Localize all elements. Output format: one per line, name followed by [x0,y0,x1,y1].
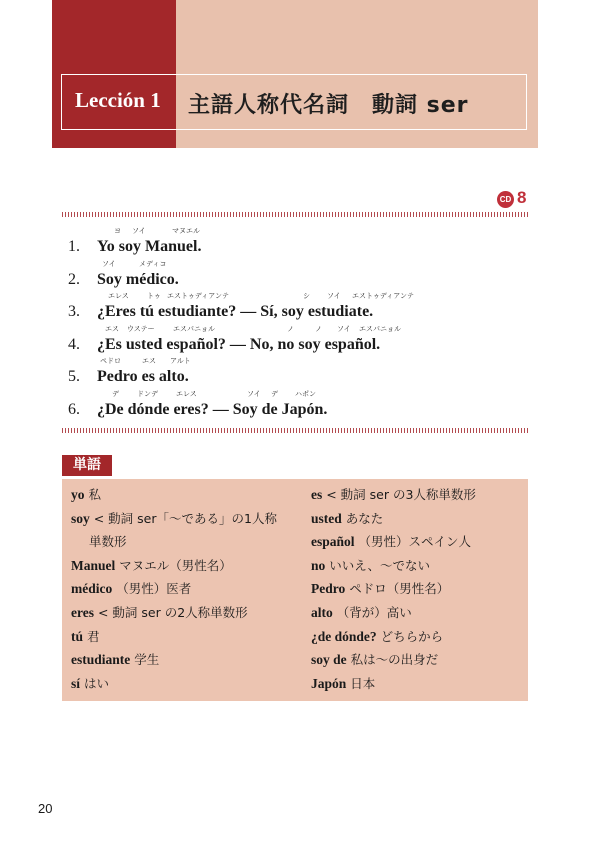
pronunciation-ruby: ソイ [247,389,261,398]
sentence-number: 6. [68,400,80,418]
vocab-meaning: 君 [83,628,100,644]
pronunciation-ruby: エレス [176,389,197,398]
vocab-entry [71,579,277,603]
sentence-text: Pedro es alto. [97,368,189,385]
vocab-meaning: 日本 [346,675,376,691]
vocab-word: español [311,534,355,550]
vocab-entry [311,603,476,627]
vocab-column-left [71,485,277,697]
pronunciation-ruby: ソイ [102,259,116,268]
vocab-entry [311,579,476,603]
sentence-text: ¿De dónde eres? — Soy de Japón. [97,400,328,418]
sentence-text: Soy médico. [97,270,179,288]
vocab-entry [71,650,277,674]
vocab-meaning: < 動詞 ser「～である」の1人称 [89,510,277,526]
vocab-meaning: いいえ、～でない [325,557,430,573]
pronunciation-ruby: デ [271,389,278,398]
pronunciation-ruby: アルト [170,357,191,365]
vocab-entry [311,650,476,674]
pronunciation-ruby: ウステー [127,324,155,333]
vocab-word: soy [71,510,90,526]
vocab-word: ¿de dónde? [311,628,377,644]
pronunciation-ruby: メディコ [139,259,167,268]
vocab-meaning: < 動詞 ser の2人称単数形 [94,604,248,620]
vocab-entry [71,627,277,651]
page-number: 20 [38,801,53,816]
vocab-meaning: 私は～の出身だ [346,652,439,668]
pronunciation-ruby: ソイ [337,324,351,333]
sentence-text: ¿Eres tú estudiante? — Sí, soy estudiate. [97,303,374,320]
pronunciation-ruby: マヌエル [172,227,200,235]
sentence-row [68,226,528,260]
vocab-entry [71,532,277,556]
sentence-text: Yo soy Manuel. [97,238,202,255]
cd-icon[interactable]: CD [497,191,514,208]
vocab-word: es [311,487,323,502]
sentence-row [68,259,528,293]
vocab-meaning: はい [80,675,109,691]
pronunciation-ruby: エストゥディアンテ [167,292,229,300]
pronunciation-ruby: ノ [315,324,322,333]
pronunciation-ruby: エスパニョル [359,324,401,333]
cd-track-number: 8 [517,188,527,207]
vocab-word: Pedro [311,581,346,597]
vocab-word: sí [71,675,81,691]
pronunciation-ruby: ペドロ [100,357,121,365]
vocab-word: yo [71,487,85,502]
pronunciation-ruby: トゥ [147,292,161,300]
vocab-entry [311,509,476,533]
vocab-word: eres [71,604,94,620]
vocab-entry [71,674,277,698]
sentence-number: 1. [68,238,80,255]
vocab-entry [311,485,476,509]
vocab-word: Manuel [71,557,116,573]
vocab-meaning: （男性）医者 [112,581,192,597]
pronunciation-ruby: エス [105,324,119,333]
vocab-meaning: < 動詞 ser の3人称単数形 [322,487,476,502]
vocab-entry [71,509,277,533]
pronunciation-ruby: ヨ [114,227,121,235]
vocab-word: alto [311,604,333,620]
vocab-entry [311,674,476,698]
sentence-text: ¿Es usted español? — No, no soy español. [97,335,381,353]
sentence-row [68,291,528,325]
pronunciation-ruby: シ [303,292,310,300]
pronunciation-ruby: エスパニョル [173,324,215,333]
sentence-number: 2. [68,270,80,288]
vocab-box [62,479,528,701]
vocab-word: no [311,557,326,573]
sentence-row [68,324,528,358]
vocab-word: estudiante [71,652,131,668]
vocab-word: usted [311,510,342,526]
vocab-meaning: （男性）スペイン人 [354,534,471,550]
sentence-number: 3. [68,303,80,320]
vocab-entry [311,556,476,580]
vocab-word: médico [71,581,113,597]
vocab-entry [71,603,277,627]
vocab-word: Japón [311,675,347,691]
pronunciation-ruby: エス [142,357,156,365]
vocab-meaning: マヌエル（男性名） [115,557,232,573]
vocab-word: soy de [311,652,347,668]
pronunciation-ruby: ソイ [132,227,146,235]
vocab-entry [71,556,277,580]
pronunciation-ruby: エレス [108,292,129,300]
vocab-meaning: ペドロ（男性名） [345,581,450,597]
vocab-entry [311,532,476,556]
pronunciation-ruby: ソイ [327,292,341,300]
dotted-divider-top [62,212,528,217]
vocab-word: tú [71,628,84,644]
lesson-label: Lección 1 [75,88,161,112]
pronunciation-ruby: デ [112,389,119,398]
vocab-meaning: どちらから [376,628,444,644]
vocab-column-right [311,485,476,697]
vocab-meaning: 私 [84,487,101,502]
sentence-row [68,356,528,390]
pronunciation-ruby: ハポン [295,389,316,398]
sentence-number: 4. [68,335,80,353]
vocab-entry [311,627,476,651]
sentence-number: 5. [68,368,80,385]
vocab-meaning: 学生 [130,652,160,668]
vocab-entry [71,485,277,509]
sentence-row [68,389,528,423]
pronunciation-ruby: エストゥディアンテ [352,292,414,300]
vocab-meaning: あなた [341,510,384,526]
vocab-meaning: 単数形 [89,534,127,550]
pronunciation-ruby: ノ [287,324,294,333]
page-title: 主語人称代名詞 動詞 ser [188,93,469,118]
pronunciation-ruby: ドンデ [137,389,158,398]
vocab-label: 単語 [62,455,112,476]
vocab-meaning: （背が）高い [332,604,412,620]
dotted-divider-bottom [62,428,528,433]
